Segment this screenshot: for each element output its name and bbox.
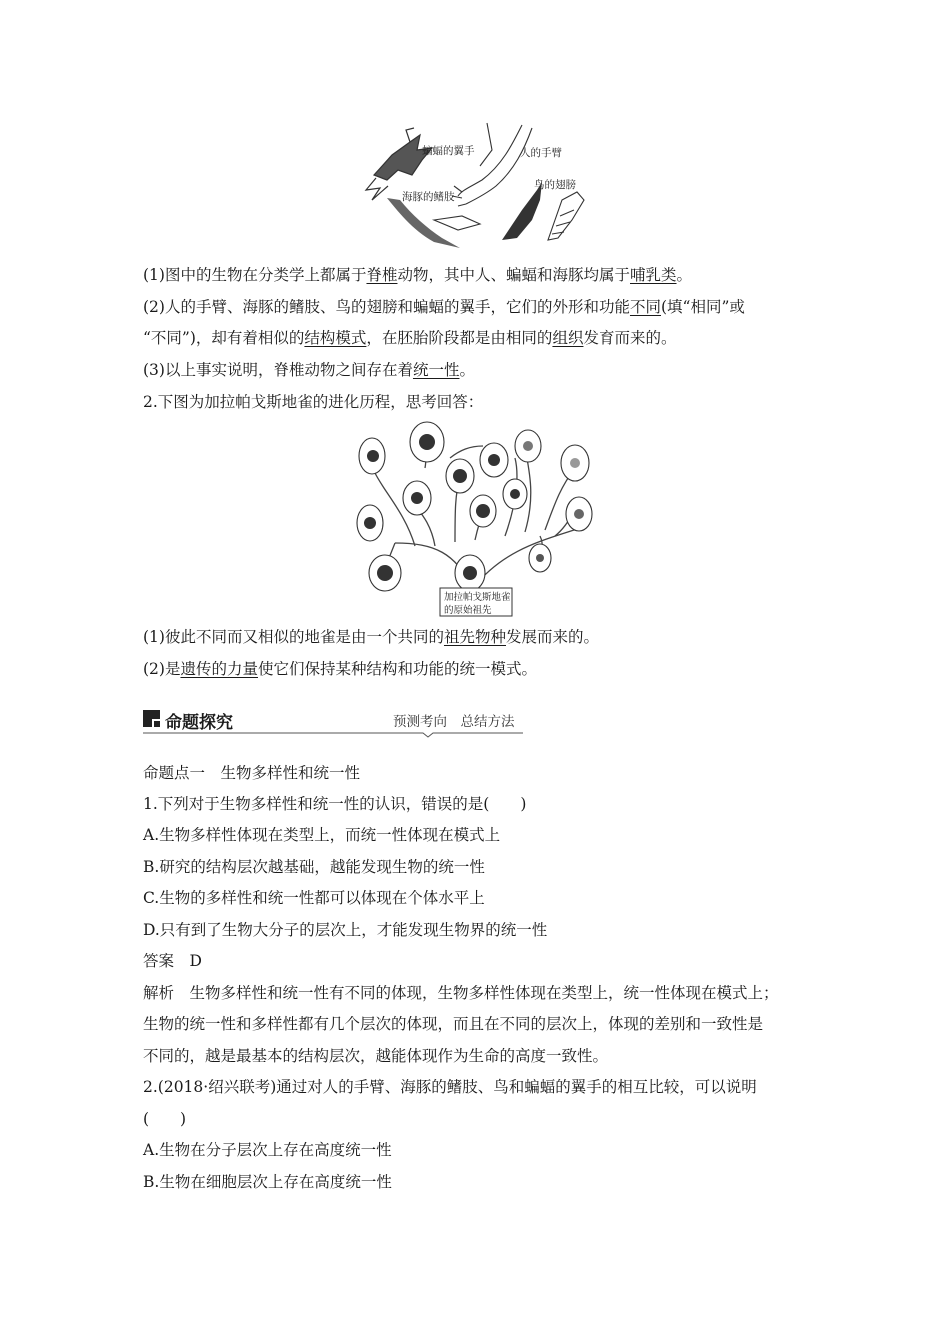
text: ，在胚胎阶段都是由相同的: [366, 329, 553, 347]
answer-blank: 遗传的力量: [180, 660, 258, 678]
section-underline: [143, 730, 523, 738]
section-title: 命题探究: [165, 713, 233, 733]
bat-drawing: [366, 128, 432, 200]
text: (3)以上事实说明，脊椎动物之间存在着: [143, 361, 413, 379]
answer-blank: 哺乳类: [630, 266, 677, 284]
question1-analysis-line3: 不同的，越是最基本的结构层次，越能体现作为生命的高度一致性。: [143, 1047, 609, 1065]
question2-stem-line2: ( ): [143, 1110, 187, 1128]
finch-evolution-figure: [355, 418, 605, 618]
question1-option-d: D.只有到了生物大分子的层次上，才能发现生物界的统一性: [143, 921, 548, 939]
text: (1)图中的生物在分类学上都属于: [143, 266, 367, 284]
answer-blank: 脊椎: [366, 266, 398, 284]
section-header: [143, 706, 523, 736]
dolphin-label: 海豚的鳍肢: [402, 191, 455, 203]
answer-blank: 祖先物种: [443, 628, 506, 646]
question1-answer: 答案 D: [143, 952, 202, 970]
part1-q1: [143, 264, 692, 286]
bat-label: 蝙蝠的翼手: [422, 145, 475, 157]
question1-option-c: C.生物的多样性和统一性都可以体现在个体水平上: [143, 889, 485, 907]
limb-homology-figure: [362, 120, 592, 255]
answer-blank: 结构模式: [304, 329, 367, 347]
text: (2)是: [143, 660, 181, 678]
text: 动物，其中人、蝙蝠和海豚均属于: [397, 266, 630, 284]
text: 使它们保持某种结构和功能的统一模式。: [257, 660, 537, 678]
answer-blank: 组织: [552, 329, 584, 347]
topic-heading: 命题点一 生物多样性和统一性: [143, 764, 361, 782]
section-square-icon: [143, 710, 160, 727]
question2-option-b: B.生物在细胞层次上存在高度统一性: [143, 1173, 392, 1191]
question1-stem: 1.下列对于生物多样性和统一性的认识，错误的是( ): [143, 795, 527, 813]
finch-tree-illustration: [355, 418, 605, 618]
question2-stem-line1: 2.(2018·绍兴联考)通过对人的手臂、海豚的鳍肢、鸟和蝙蝠的翼手的相互比较，可以说明: [143, 1078, 757, 1096]
text: 发育而来的。: [583, 329, 677, 347]
part2-heading: 2.下图为加拉帕戈斯地雀的进化历程，思考回答：: [143, 393, 484, 411]
part2-q2: [143, 658, 537, 680]
text: 发展而来的。: [505, 628, 599, 646]
bird-label: 鸟的翅膀: [534, 179, 576, 191]
dolphin-drawing: [387, 198, 480, 248]
limb-homology-illustration: [362, 120, 592, 255]
question1-option-b: B.研究的结构层次越基础，越能发现生物的统一性: [143, 858, 485, 876]
text: (填“相同”或: [660, 298, 745, 316]
text: 。: [676, 266, 693, 284]
text: (2)人的手臂、海豚的鳍肢、鸟的翅膀和蝙蝠的翼手，它们的外形和功能: [143, 298, 630, 316]
text: 。: [459, 361, 475, 379]
text: “不同”)，却有着相似的: [143, 329, 305, 347]
ancestor-label-line2: 的原始祖先: [444, 605, 492, 616]
question1-analysis-line1: 解析 生物多样性和统一性有不同的体现，生物多样性体现在类型上，统一性体现在模式上；: [143, 984, 779, 1002]
part1-q2-line2: [143, 327, 676, 349]
part2-q1: [143, 626, 599, 648]
part1-q2-line1: [143, 296, 745, 318]
question2-option-a: A.生物在分子层次上存在高度统一性: [143, 1141, 392, 1159]
human-label: 人的手臂: [520, 147, 562, 159]
human-arm-drawing: [452, 123, 532, 206]
ancestor-label-line1: 加拉帕戈斯地雀: [444, 592, 511, 603]
text: (1)彼此不同而又相似的地雀是由一个共同的: [143, 628, 444, 646]
answer-blank: 不同: [629, 298, 661, 316]
question1-option-a: A.生物多样性体现在类型上，而统一性体现在模式上: [143, 826, 501, 844]
part1-q3: [143, 359, 475, 381]
answer-blank: 统一性: [412, 361, 460, 379]
section-subtitle: 预测考向 总结方法: [393, 714, 515, 730]
question1-analysis-line2: 生物的统一性和多样性都有几个层次的体现，而且在不同的层次上，体现的差别和一致性是: [143, 1015, 764, 1033]
